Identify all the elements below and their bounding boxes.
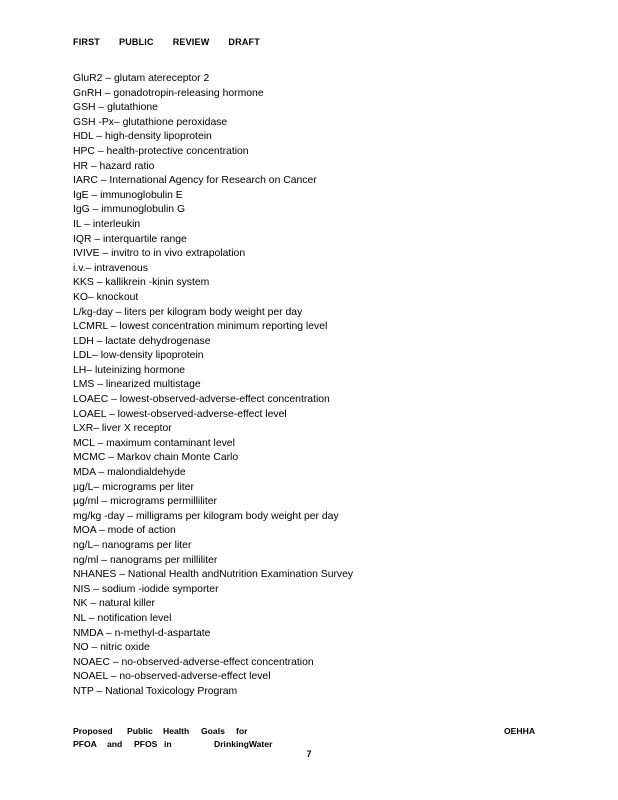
abbreviation-entry: IARC – International Agency for Research on Cancer <box>73 175 317 187</box>
footer-word: Proposed <box>73 726 113 736</box>
footer-word: Goals <box>201 726 225 736</box>
abbreviation-entry: GnRH – gonadotropin-releasing hormone <box>73 87 264 99</box>
abbreviation-entry: NIS – sodium -iodide symporter <box>73 583 219 595</box>
abbreviation-entry: µg/ml – micrograms permilliliter <box>73 496 217 508</box>
footer-word: Health <box>163 726 190 736</box>
abbreviation-entry: ng/ml – nanograms per milliliter <box>73 554 218 566</box>
abbreviation-entry: MCMC – Markov chain Monte Carlo <box>73 452 239 464</box>
header-word: DRAFT <box>228 37 260 47</box>
header-word: FIRST <box>73 37 100 47</box>
abbreviation-entry: MDA – malondialdehyde <box>73 467 186 479</box>
abbreviation-entry: LOAEL – lowest-observed-adverse-effect level <box>73 408 287 420</box>
draft-header <box>73 37 279 47</box>
abbreviation-entry: LH– luteinizing hormone <box>73 364 186 376</box>
abbreviation-entry: LDL– low-density lipoprotein <box>73 350 204 362</box>
abbreviation-entry: KKS – kallikrein -kinin system <box>73 277 210 289</box>
abbreviation-entry: LMS – linearized multistage <box>73 379 201 391</box>
footer-word: for <box>236 726 248 736</box>
abbreviation-entry: KO– knockout <box>73 291 139 303</box>
header-word: REVIEW <box>172 37 210 47</box>
abbreviation-entry: NHANES – National Health andNutrition Examination Survey <box>73 569 354 581</box>
footer-agency: OEHHA <box>504 726 536 736</box>
footer-word: PFOS <box>134 738 158 749</box>
abbreviation-entry: NL – notification level <box>73 612 172 624</box>
abbreviation-list <box>73 72 353 700</box>
abbreviation-entry: IQR – interquartile range <box>73 233 187 245</box>
abbreviation-entry: mg/kg -day – milligrams per kilogram body weight per day <box>73 510 339 522</box>
abbreviation-entry: LOAEC – lowest-observed-adverse-effect concentration <box>73 394 330 406</box>
abbreviation-entry: NTP – National Toxicology Program <box>73 685 238 697</box>
abbreviation-entry: NO – nitric oxide <box>73 642 150 654</box>
abbreviation-entry: NMDA – n-methyl-d-aspartate <box>73 627 211 639</box>
footer-word: Drinking <box>214 738 249 749</box>
abbreviation-entry: GluR2 – glutam atereceptor 2 <box>73 73 210 84</box>
header-word: PUBLIC <box>119 37 154 47</box>
abbreviation-entry: IgG – immunoglobulin G <box>73 204 186 216</box>
abbreviation-entry: NK – natural killer <box>73 598 156 610</box>
footer-word: Water <box>248 738 273 749</box>
abbreviation-entry: MCL – maximum contaminant level <box>73 437 235 449</box>
footer-word: Public <box>127 726 153 736</box>
abbreviation-entry: HPC – health-protective concentration <box>73 145 249 157</box>
abbreviation-entry: HDL – high-density lipoprotein <box>73 131 212 143</box>
abbreviation-entry: HR – hazard ratio <box>73 160 155 172</box>
footer-word: PFOA <box>73 738 97 749</box>
abbreviation-entry: IVIVE – invitro to in vivo extrapolation <box>73 248 246 260</box>
abbreviation-entry: NOAEL – no-observed-adverse-effect level <box>73 671 271 683</box>
abbreviation-entry: LDH – lactate dehydrogenase <box>73 335 211 347</box>
abbreviation-entry: LCMRL – lowest concentration minimum reporting level <box>73 321 328 333</box>
page-number: 7 <box>306 749 312 759</box>
abbreviation-entry: i.v.– intravenous <box>73 262 148 274</box>
abbreviation-entry: NOAEC – no-observed-adverse-effect concentration <box>73 656 314 668</box>
footer-document-title <box>73 725 272 750</box>
abbreviation-entry: µg/L– micrograms per liter <box>73 481 194 493</box>
abbreviation-entry: IgE – immunoglobulin E <box>73 189 183 201</box>
abbreviation-entry: GSH – glutathione <box>73 102 158 114</box>
footer-word: in <box>164 738 172 749</box>
abbreviation-entry: IL – interleukin <box>73 218 141 230</box>
abbreviation-entry: ng/L– nanograms per liter <box>73 540 192 551</box>
abbreviation-entry: LXR– liver X receptor <box>73 423 172 435</box>
abbreviation-entry: L/kg-day – liters per kilogram body weight per day <box>73 306 303 318</box>
abbreviation-entry: MOA – mode of action <box>73 525 176 537</box>
abbreviation-entry: GSH -Px– glutathione peroxidase <box>73 116 228 128</box>
footer-word: and <box>107 738 123 749</box>
